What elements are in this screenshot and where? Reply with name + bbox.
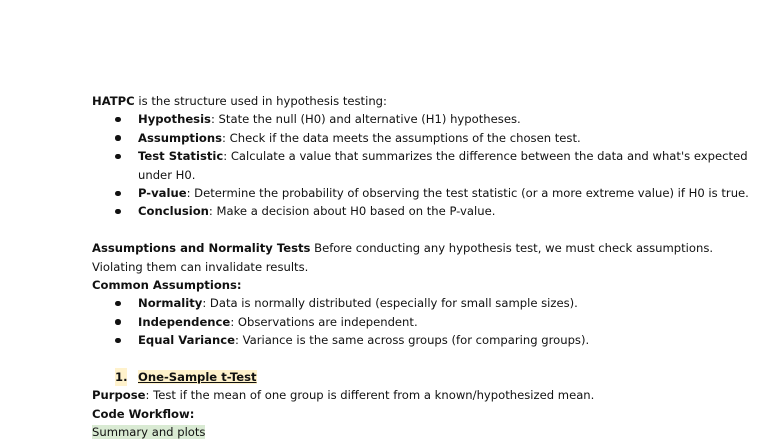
- common-assumptions-list: [92, 294, 752, 349]
- list-item: [92, 202, 752, 220]
- list-item: [92, 147, 752, 184]
- spacer: [92, 221, 752, 239]
- list-item: [92, 294, 752, 312]
- list-item: [92, 331, 752, 349]
- list-item: [92, 184, 752, 202]
- hatpc-intro: [92, 92, 752, 110]
- assumptions-paragraph: [92, 239, 752, 276]
- list-item-term: P-value: [138, 186, 187, 201]
- section-number: 1.: [115, 368, 127, 386]
- list-item-term: Hypothesis: [138, 112, 211, 127]
- document-body: [92, 92, 752, 442]
- list-item-text: : Variance is the same across groups (for comparing groups).: [234, 333, 590, 348]
- list-item-text: : Determine the probability of observing the test statistic (or a more extreme value) if H0 is true.: [186, 186, 749, 201]
- list-item-term: Assumptions: [138, 130, 223, 145]
- list-item: [92, 110, 752, 128]
- list-item-term: Equal Variance: [138, 333, 235, 348]
- section-heading-one-sample: [92, 368, 752, 386]
- hatpc-term: HATPC: [92, 94, 135, 108]
- spacer: [92, 350, 752, 368]
- list-item-text: : State the null (H0) and alternative (H1) hypotheses.: [210, 112, 521, 127]
- common-assumptions-heading: Common Assumptions:: [92, 278, 242, 293]
- list-item-term: Test Statistic: [138, 149, 224, 164]
- assumptions-text: Before conducting any hypothesis test, we must check assumptions. Violating them can invalidate results.: [92, 241, 714, 274]
- summary-and-plots: Summary and plots: [92, 425, 206, 440]
- list-item: [92, 313, 752, 331]
- list-item-text: : Observations are independent.: [230, 314, 418, 329]
- list-item-text: : Check if the data meets the assumptions of the chosen test.: [222, 130, 581, 145]
- hatpc-list: [92, 110, 752, 220]
- list-item-term: Conclusion: [138, 204, 209, 219]
- list-item-term: Normality: [138, 296, 203, 311]
- purpose-line: [92, 386, 752, 404]
- list-item-text: : Calculate a value that summarizes the difference between the data and what's expected under H0.: [138, 149, 748, 182]
- assumptions-heading: Assumptions and Normality Tests: [92, 241, 311, 256]
- section-title: One-Sample t-Test: [138, 370, 257, 385]
- purpose-text: : Test if the mean of one group is different from a known/hypothesized mean.: [145, 388, 595, 403]
- list-item-text: : Data is normally distributed (especially for small sample sizes).: [202, 296, 578, 311]
- summary-line: [92, 423, 752, 441]
- list-item-text: : Make a decision about H0 based on the P-value.: [208, 204, 496, 219]
- code-workflow-label: Code Workflow:: [92, 406, 195, 421]
- list-item: [92, 129, 752, 147]
- hatpc-intro-text: is the structure used in hypothesis testing:: [134, 94, 387, 108]
- purpose-label: Purpose: [92, 388, 146, 403]
- list-item-term: Independence: [138, 314, 231, 329]
